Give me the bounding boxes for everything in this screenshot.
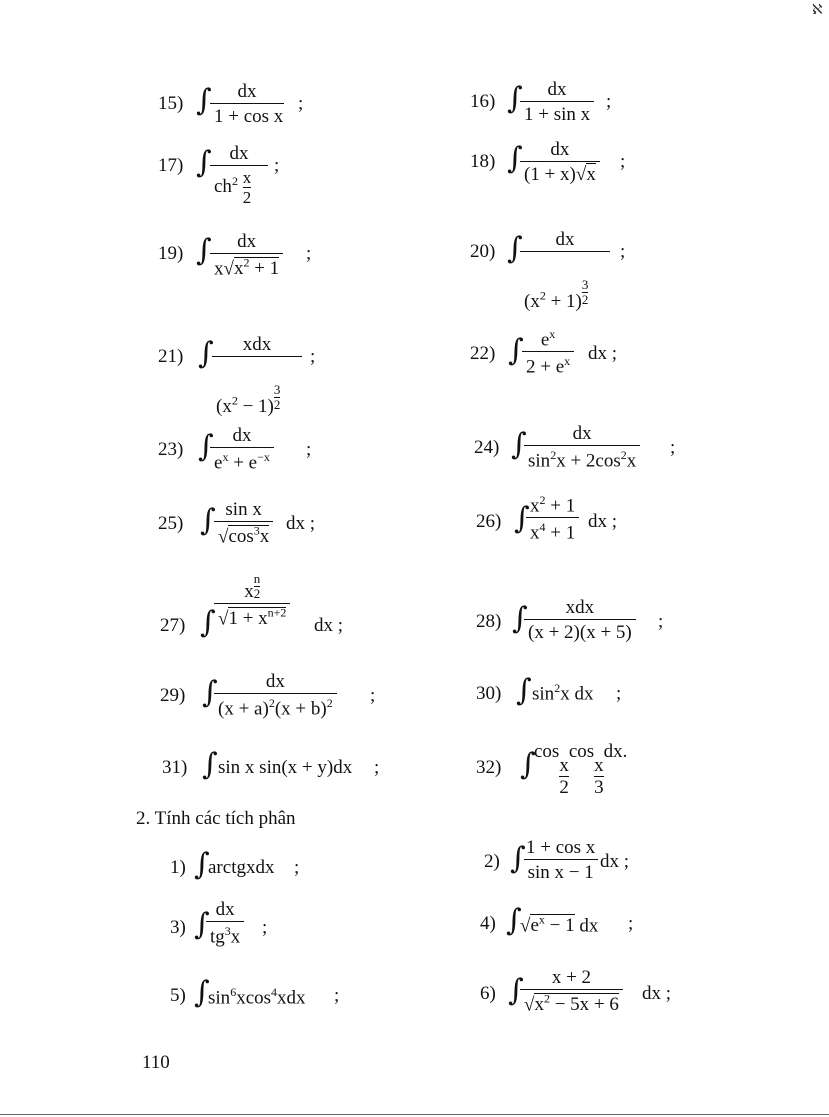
problem-label: 25) — [158, 513, 184, 534]
problem-label: 6) — [480, 983, 496, 1004]
dx-tail: dx ; — [314, 615, 344, 636]
denominator: (1 + x)√x — [520, 161, 600, 184]
numerator: dx — [265, 671, 285, 692]
numerator: x $\frac{n}{2}$ — [244, 571, 261, 602]
denominator: $x√x^2 + 1$ — [210, 253, 283, 278]
integral-sign: ∫ — [200, 605, 216, 640]
integrand: arctgxdx — [208, 857, 275, 878]
integral-sign: ∫ — [507, 141, 523, 176]
integral-sign: ∫ — [508, 973, 524, 1008]
problem-label: 30) — [476, 683, 502, 704]
integral-sign: ∫ — [194, 907, 210, 942]
denominator: $√x^2 - 5x + 6$ — [520, 989, 623, 1014]
numerator: dx — [237, 231, 257, 252]
denominator: $√\cos^3x$ — [214, 521, 273, 546]
problem-label: 26) — [476, 511, 502, 532]
integral-sign: ∫ — [200, 503, 216, 538]
integrand: $√e^x - 1$ dx — [520, 913, 599, 937]
integral-sign: ∫ — [512, 601, 528, 636]
fraction — [522, 838, 599, 882]
integral-sign: ∫ — [507, 81, 523, 116]
integral-sign: ∫ — [198, 429, 214, 464]
integral-sign: ∫ — [510, 841, 526, 876]
integral-sign: ∫ — [507, 231, 523, 266]
denominator: (x + 2)(x + 5) — [524, 619, 636, 642]
problem-label: 21) — [158, 346, 184, 367]
fraction — [526, 494, 579, 543]
semicolon: ; — [370, 685, 376, 706]
problem-label: 23) — [158, 439, 184, 460]
semicolon: ; — [310, 346, 316, 367]
numerator: $x^2 + 1$ — [530, 493, 576, 517]
integral-sign: ∫ — [196, 233, 212, 268]
problem-label: 24) — [474, 437, 500, 458]
problem-label: 18) — [470, 151, 496, 172]
denominator: $e^x + e^{-x}$ — [210, 447, 274, 472]
semicolon: ; — [262, 917, 268, 938]
denominator: $(x^2 - 1)$ $\frac{3}{2}$ — [212, 356, 302, 416]
semicolon: ; — [628, 913, 634, 934]
semicolon: ; — [616, 683, 622, 704]
denominator: $tg^3x$ — [206, 921, 244, 946]
fraction — [522, 328, 574, 377]
integrand: sin x sin(x + y)dx — [218, 757, 353, 778]
problem-label: 3) — [170, 917, 186, 938]
numerator: sin x — [225, 499, 262, 520]
integral-sign: ∫ — [196, 145, 212, 180]
fraction — [210, 144, 268, 207]
integral-sign: ∫ — [508, 333, 524, 368]
problem-label: 4) — [480, 913, 496, 934]
integral-sign: ∫ — [202, 675, 218, 710]
numerator: dx — [572, 423, 592, 444]
integral-sign: ∫ — [516, 673, 532, 708]
fraction — [524, 424, 640, 470]
fraction — [214, 500, 273, 546]
numerator: xdx — [565, 597, 595, 618]
fraction — [210, 82, 284, 126]
semicolon: ; — [620, 151, 626, 172]
numerator: $e^x$ — [540, 327, 556, 351]
dx-tail: dx ; — [588, 343, 618, 364]
numerator: dx — [237, 81, 257, 102]
denominator: $(x + a)^2(x + b)^2$ — [214, 693, 337, 718]
bottom-rule — [0, 1114, 829, 1115]
semicolon: ; — [306, 243, 312, 264]
problem-label: 5) — [170, 985, 186, 1006]
denominator: sin x − 1 — [524, 859, 598, 882]
numerator: dx — [215, 899, 235, 920]
denominator: $\sin^2x + 2\cos^2x$ — [524, 445, 640, 470]
numerator: x + 2 — [551, 967, 592, 988]
semicolon: ; — [658, 611, 664, 632]
integral-sign: ∫ — [506, 903, 522, 938]
corner-mark: ℵ — [812, 3, 823, 18]
fraction — [214, 672, 337, 718]
fraction — [520, 80, 594, 124]
fraction — [210, 232, 283, 278]
semicolon: ; — [298, 93, 304, 114]
integral-sign: ∫ — [514, 501, 530, 536]
problem-label: 31) — [162, 757, 188, 778]
numerator: 1 + cos x — [526, 837, 596, 858]
numerator: dx — [550, 139, 570, 160]
semicolon: ; — [670, 437, 676, 458]
fraction — [214, 572, 290, 628]
fraction — [212, 335, 302, 416]
integrand: $\sin^2x$ dx — [532, 681, 594, 705]
integral-sign: ∫ — [520, 747, 536, 782]
problem-label: 1) — [170, 857, 186, 878]
semicolon: ; — [294, 857, 300, 878]
dx-tail: dx ; — [588, 511, 618, 532]
semicolon: ; — [306, 439, 312, 460]
fraction — [210, 426, 274, 472]
integral-sign: ∫ — [198, 336, 214, 371]
section-heading: 2. Tính các tích phân — [136, 808, 296, 829]
integral-sign: ∫ — [194, 975, 210, 1010]
numerator: dx — [555, 229, 575, 250]
fraction — [520, 968, 623, 1014]
dx-tail: dx ; — [642, 983, 672, 1004]
dx-tail: dx ; — [600, 851, 630, 872]
dx-tail: dx ; — [286, 513, 316, 534]
semicolon: ; — [374, 757, 380, 778]
fraction — [520, 140, 600, 184]
problem-label: 29) — [160, 685, 186, 706]
semicolon: ; — [620, 241, 626, 262]
denominator: 1 + sin x — [520, 101, 594, 124]
numerator: dx — [229, 143, 249, 164]
fraction — [520, 230, 610, 311]
integral-sign: ∫ — [194, 847, 210, 882]
numerator: dx — [232, 425, 252, 446]
integrand: $\sin^6xcos^4xdx$ — [208, 985, 306, 1009]
problem-label: 19) — [158, 243, 184, 264]
denominator: 1 + cos x — [210, 103, 284, 126]
denominator: $x^4 + 1$ — [526, 517, 579, 542]
semicolon: ; — [606, 91, 612, 112]
problem-label: 27) — [160, 615, 186, 636]
integral-sign: ∫ — [202, 747, 218, 782]
denominator: $√1 + x^{n+2}$ — [214, 603, 290, 628]
denominator: $2 + e^x$ — [522, 351, 574, 376]
numerator: dx — [547, 79, 567, 100]
problem-label: 32) — [476, 757, 502, 778]
problem-label: 28) — [476, 611, 502, 632]
problem-label: 16) — [470, 91, 496, 112]
integral-sign: ∫ — [511, 427, 527, 462]
problem-label: 20) — [470, 241, 496, 262]
fraction — [524, 598, 636, 642]
semicolon: ; — [334, 985, 340, 1006]
problem-label: 2) — [484, 851, 500, 872]
problem-label: 22) — [470, 343, 496, 364]
problem-label: 15) — [158, 93, 184, 114]
denominator: $ch^2$ $\frac{x}{2}$ — [210, 165, 268, 207]
problem-label: 17) — [158, 155, 184, 176]
numerator: xdx — [242, 334, 272, 355]
integral-sign: ∫ — [196, 83, 212, 118]
semicolon: ; — [274, 155, 280, 176]
fraction — [206, 900, 244, 946]
denominator: $(x^2 + 1)$ $\frac{3}{2}$ — [520, 251, 610, 311]
integrand: cos $\frac{x}{2}$ cos $\frac{x}{3}$ dx. — [534, 741, 628, 798]
page-number: 110 — [142, 1052, 170, 1073]
